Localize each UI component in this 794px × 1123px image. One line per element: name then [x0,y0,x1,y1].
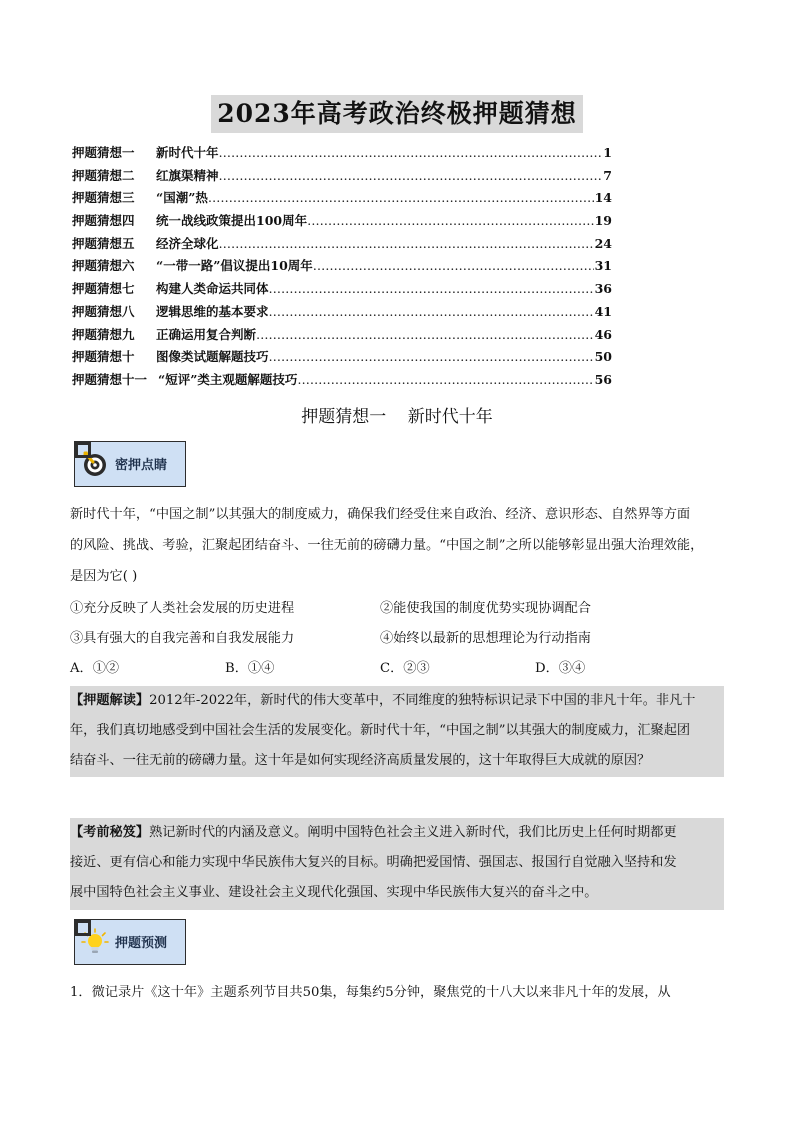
toc-leader-dots [219,145,603,160]
toc-row[interactable] [72,325,612,348]
option-row [70,591,724,621]
toc-page-number: 14 [594,190,612,206]
toc-page-number: 7 [603,167,612,183]
tips-lead: 【考前秘笈】 [70,825,150,840]
tips-line: 接近、更有信心和能力实现中华民族伟大复兴的目标。明确把爱国情、强国志、报国行自觉融入坚持和发 [70,855,677,870]
toc-page-number: 24 [594,235,612,251]
toc-leader-dots [313,258,594,273]
toc-page-number: 36 [594,281,612,297]
toc-text: 图像类试题解题技巧 [156,349,269,365]
toc-label: 押题猜想九 [72,326,135,342]
tips-box [70,818,724,910]
interpretation-text: 2012年-2022年，新时代的伟大变革中，不同维度的独特标识记录下中国的非凡十年。非凡十 [149,693,696,708]
prediction-badge [74,919,186,965]
toc-label: 押题猜想六 [72,258,135,274]
answer-choices [70,651,724,681]
toc-label: 押题猜想十 [72,349,135,365]
document-title: 2023年高考政治终极押题猜想 [211,95,583,133]
toc-page-number: 19 [594,213,612,229]
toc-leader-dots [256,327,594,342]
interpretation-box [70,686,724,777]
toc-text: “短评”类主观题解题技巧 [158,371,298,387]
toc-row[interactable] [72,188,612,211]
toc-text: 新时代十年 [156,145,219,160]
interpretation-lead: 【押题解读】 [70,693,150,708]
toc-leader-dots [219,236,594,251]
tips-line [70,818,724,848]
section-label: 押题猜想一 [301,407,387,427]
toc-row[interactable] [72,211,612,234]
lightbulb-icon [81,928,109,956]
toc-page-number: 1 [603,145,612,160]
answer-a: A．①② [70,660,120,676]
toc-label: 押题猜想七 [72,281,135,297]
option-3: ③具有强大的自我完善和自我发展能力 [70,630,295,646]
toc-page-number: 46 [594,326,612,342]
toc-page-number: 50 [594,349,612,365]
option-2: ②能使我国的制度优势实现协调配合 [380,600,591,616]
toc-text: 正确运用复合判断 [156,326,257,342]
toc-label: 押题猜想十一 [72,371,148,387]
toc-leader-dots [269,349,594,364]
option-row [70,621,724,651]
toc-leader-dots [208,190,594,205]
toc-text: 统一战线政策提出100周年 [156,213,308,229]
prediction-label: 押题预测 [115,936,168,951]
target-icon [81,450,109,478]
toc-row[interactable] [72,143,612,166]
toc-text: 经济全球化 [156,235,219,251]
toc-row[interactable] [72,302,612,325]
toc-leader-dots [297,372,593,387]
toc-row[interactable] [72,370,612,393]
toc-text: 红旗渠精神 [156,167,219,183]
toc-label: 押题猜想四 [72,213,135,229]
prediction-line: 1．微记录片《这十年》主题系列节目共50集，每集约5分钟，聚焦党的十八大以来非凡十年的发展，从 [70,985,671,1000]
question-line: 新时代十年，“中国之制”以其强大的制度威力，确保我们经受住来自政治、经济、意识形态、自然界等方面 [70,507,691,522]
toc-row[interactable] [72,256,612,279]
toc-leader-dots [307,213,594,228]
toc-row[interactable] [72,166,612,189]
interpretation-line [70,686,724,716]
toc-page-number: 31 [594,258,612,274]
answer-c: C．②③ [380,660,430,676]
tips-line: 展中国特色社会主义事业、建设社会主义现代化强国、实现中华民族伟大复兴的奋斗之中。 [70,885,598,900]
toc-page-number: 41 [594,303,612,319]
question-options [70,591,724,681]
toc-label: 押题猜想三 [72,190,135,206]
interpretation-line: 年，我们真切地感受到中国社会生活的发展变化。新时代十年，“中国之制”以其强大的制度威力，汇聚起团 [70,723,691,738]
question-stem [70,499,724,592]
toc-row[interactable] [72,234,612,257]
toc-leader-dots [219,168,603,183]
toc-label: 押题猜想八 [72,303,135,319]
answer-d: D．③④ [535,660,586,676]
toc-page-number: 56 [594,371,612,387]
toc-label: 押题猜想五 [72,235,135,251]
option-4: ④始终以最新的思想理论为行动指南 [380,630,591,646]
question-line: 是因为它( ) [70,569,138,584]
prediction-question-1 [70,977,724,1008]
document-title-wrap [0,95,794,133]
answer-b: B．①④ [225,660,275,676]
toc-text: “国潮”热 [156,190,208,206]
toc-leader-dots [269,281,594,296]
option-1: ①充分反映了人类社会发展的历史进程 [70,600,295,616]
toc-row[interactable] [72,347,612,370]
interpretation-line: 结奋斗、一往无前的磅礴力量。这十年是如何实现经济高质量发展的，这十年取得巨大成就的原因？ [70,753,651,768]
toc-leader-dots [269,304,594,319]
table-of-contents [72,143,612,393]
toc-text: 逻辑思维的基本要求 [156,303,269,319]
key-points-badge [74,441,186,487]
toc-label: 押题猜想二 [72,167,135,183]
toc-text: “一带一路”倡议提出10周年 [156,258,313,274]
section-name: 新时代十年 [407,407,493,427]
section-title [0,402,794,427]
question-line: 的风险、挑战、考验，汇聚起团结奋斗、一往无前的磅礴力量。“中国之制”之所以能够彰显出强大治理效能， [70,538,704,553]
toc-text: 构建人类命运共同体 [156,281,269,297]
tips-text: 熟记新时代的内涵及意义。阐明中国特色社会主义进入新时代，我们比历史上任何时期都更 [149,825,677,840]
toc-row[interactable] [72,279,612,302]
toc-label: 押题猜想一 [72,145,135,160]
key-points-label: 密押点睛 [115,458,168,473]
